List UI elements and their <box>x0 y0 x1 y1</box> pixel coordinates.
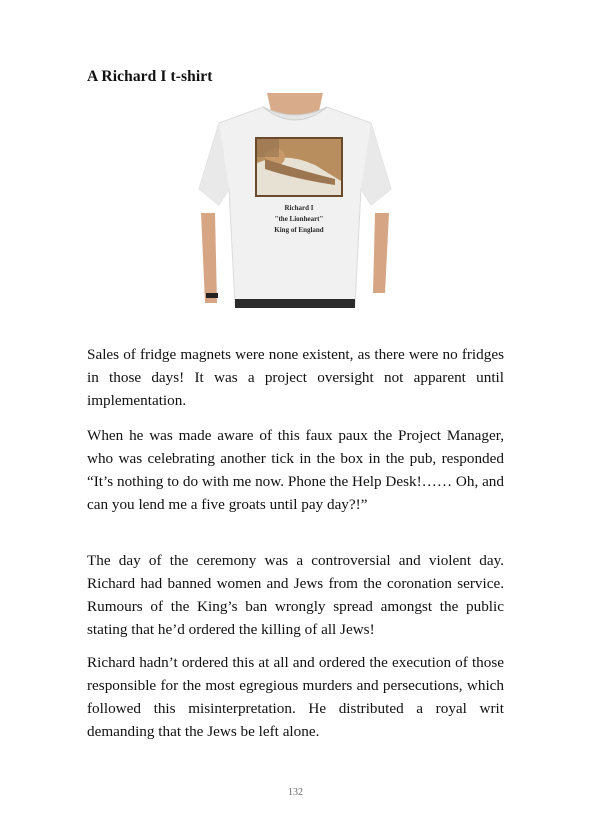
paragraph-text: When he was made aware of this faux paux the Project Manager, who was celebrating another tick in the box in the pub, responded “It’s nothing to do with me now. Phone the Help Desk!…… Oh, and can you lend me a five groats until pay day?!” <box>87 427 504 513</box>
paragraph-1 <box>87 343 504 412</box>
paragraph-text: The day of the ceremony was a controversial and violent day. Richard had banned women and Jews from the coronation service. Rumours of the King’s ban wrongly spread amongst the public stating that he’d ordered the killing of all Jews! <box>87 552 504 638</box>
paragraph-3 <box>87 549 504 641</box>
paragraph-text: Sales of fridge magnets were none existent, as there were no fridges in those days! It was a project oversight not apparent until implementation. <box>87 346 504 409</box>
paragraph-4 <box>87 651 504 743</box>
shirt-caption-line3: King of England <box>274 226 324 234</box>
paragraph-2 <box>87 424 504 516</box>
shirt-caption-line1: Richard I <box>284 204 314 212</box>
tshirt-image <box>195 93 395 308</box>
page-number: 132 <box>288 787 303 798</box>
paragraph-text: Richard hadn’t ordered this at all and ordered the execution of those responsible for the most egregious murders and persecutions, which followed this misinterpretation. He distributed a royal writ demanding that the Jews be left alone. <box>87 654 504 740</box>
section-heading: A Richard I t-shirt <box>87 68 213 85</box>
shirt-caption-line2: "the Lionheart" <box>274 215 324 223</box>
